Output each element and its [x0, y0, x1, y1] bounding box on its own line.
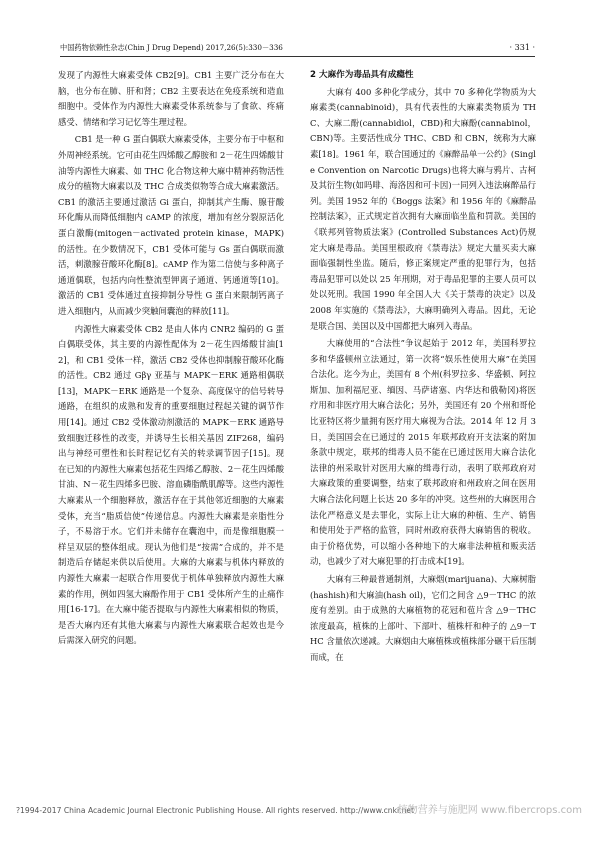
body-paragraph: 大麻使用的“合法性”争议起始于 2012 年，美国科罗拉多和华盛顿州立法通过，第一次将“娱乐性使用大麻”在美国合法化。迄今为止，美国有 8 个州(科罗拉多、华盛顿、阿拉斯加、加利福尼亚、缅因、马萨诸塞、内华达和俄勒冈)将医疗用和非医疗用大麻合法化；另外，美国还有 20 个州和哥伦比亚特区将少量拥有医疗用大麻视为合法。2014 年 12 月 3 日，美国国会在已通过的 2015 年联邦政府开支法案的附加条款中规定，联邦的缉毒人员不能在已通过医用大麻合法化法律的州采取针对医用大麻的缉毒行动，表明了联邦政府对大麻政策的重要调整，结束了联邦政府和州政府之间在医用大麻合法化问题上长达 20 多年的冲突。这些州的大麻医用合法化严格意义是去罪化，实际上让大麻的种植、生产、销售和使用处于严格的监管，同时州政府获得大麻销售的税收。由于价格优势，可以缩小各种地下的大麻非法种植和贩卖活动，也减少了对大麻犯罪的打击成本[19]。: [310, 338, 536, 567]
body-paragraph: 大麻有 400 多种化学成分，其中 70 多种化学物质为大麻素类(cannabinoid)，具有代表性的大麻素类物质为 THC、大麻二酚(cannabidiol，CBD)和大麻酚(cannabinol，CBN)等。主要活性成分 THC、CBD 和 CBN，统称为大麻素[18]。1961 年，联合国通过的《麻醉品单一公约》(Single Convention on Narcotic Drugs)也将大麻与鸦片、古柯及其衍生物(如吗啡、海洛因和可卡因)一同列入违法麻醉品行列。美国 1952 年的《Boggs 法案》和 1956 年的《麻醉品控制法案》，正式规定首次拥有大麻面临坐监和罚款。美国的《联邦列管物质法案》(Controlled Substances Act)仍规定大麻是毒品。美国里根政府《禁毒法》规定大量买卖大麻面临强制性坐监。随后，修正案规定严重的犯罪行为，包括毒品犯罪可以处以 25 年刑期，对于毒品犯罪的主要人员可以处以死刑。我国 1990 年全国人大《关于禁毒的决定》以及 2008 年实施的《禁毒法》，大麻明确列入毒品。因此，无论是联合国、美国以及中国都把大麻列入毒品。: [310, 86, 536, 331]
right-column: [310, 68, 536, 768]
section-heading: 2 大麻作为毒品具有成瘾性: [310, 70, 414, 80]
copyright-notice: ?1994-2017 China Academic Journal Electronic Publishing House. All rights reserved. http://www.cnki.net: [16, 806, 415, 815]
site-watermark: 植物营养与施肥网 www.fibercrops.com: [397, 805, 582, 816]
body-paragraph: 发现了内源性大麻素受体 CB2[9]。CB1 主要广泛分布在大脑，也分布在肺、肝和肾；CB2 主要表达在免疫系统和造血细胞中。受体作为内源性大麻素受体系统参与了食欲、疼痛感受、情绪和学习记忆等生理过程。: [58, 70, 284, 127]
body-paragraph: CB1 是一种 G 蛋白偶联大麻素受体，主要分布于中枢和外周神经系统。它可由花生四烯酸乙醇胺和 2－花生四烯酸甘油等内源性大麻素、如 THC 化合物这种大麻中精神药物活性成分的植物大麻素以及 THC 合成类似物等合成大麻素激活。CB1 的激活主要通过激活 Gi 蛋白，抑制其产生酶、腺苷酸环化酶从而降低细胞内 cAMP 的浓度，增加有丝分裂原活化蛋白激酶(mitogen－activated protein kinase，MAPK)的活性。在少数情况下，CB1 受体可能与 Gs 蛋白偶联而激活，刺激腺苷酸环化酶[8]。cAMP 作为第二信使与多种离子通道偶联，包括内向性整流型钾离子通道、钙通道等[10]。激活的 CB1 受体通过直接抑制分导性 G 蛋白来限制钙离子进入细胞内，从而减少突触间囊泡的释放[11]。: [58, 134, 284, 316]
header-divider: [60, 56, 535, 57]
body-paragraph: 内源性大麻素受体 CB2 是由人体内 CNR2 编码的 G 蛋白偶联受体，其主要的内源性配体为 2－花生四烯酸甘油[12]，和 CB1 受体一样，激活 CB2 受体也抑制腺苷酸环化酶的活性。CB2 通过 Gβγ 亚基与 MAPK－ERK 通路相偶联[13]，MAPK－ERK 通路是一个复杂、高度保守的信号转导通路，在组织的成熟和发育的重要细胞过程起关键的调节作用[14]。通过 CB2 受体激动剂激活的 MAPK－ERK 通路导致细胞迁移性的改变，并诱导生长相关基因 ZIF268，编码出与神经可塑性和长时程记忆有关的转录调节因子[15]。现在已知的内源性大麻素包括花生四烯乙醇胺、2－花生四烯酸甘油、N－花生四烯多巴胺、溶血磷脂酰肌醇等。这些内源性大麻素从一个细胞释放，激活存在于其他邻近细胞的大麻素受体，充当“脂质信使”传递信息。内源性大麻素是亲脂性分子，不易溶于水。它们并未储存在囊泡中，而是像细胞膜一样呈双层的整体组成。现认为他们是“按需”合成的，并不是制造后存储起来供以后使用。大麻的大麻素与机体内释放的内源性大麻素一起联合作用要优于机体单独释放内源性大麻素的作用，例如四氢大麻酚作用于 CB1 受体所产生的止痛作用[16-17]。在大麻中能否提取与内源性大麻素相似的物质，是否大麻内还有其他大麻素与内源性大麻素联合起效也是今后需深入研究的问题。: [58, 323, 284, 646]
left-column: [58, 68, 284, 768]
page-number: · 331 ·: [509, 43, 535, 52]
page-footer: [16, 804, 595, 818]
running-header: [60, 42, 535, 54]
journal-citation: 中国药物依赖性杂志(Chin J Drug Depend) 2017,26(5):330－336: [60, 43, 283, 52]
body-paragraph: 大麻有三种最普通制剂，大麻烟(marijuana)、大麻树脂(hashish)和大麻油(hash oil)，它们之间含 △9－THC 的浓度有差别。由于成熟的大麻植物的花冠和苞片含 △9－THC 浓度最高，植株的上部叶、下部叶、植株杆和种子的 △9－THC 含量依次递减。大麻烟由大麻植株或植株部分碾干后压制而成，在: [310, 574, 536, 662]
